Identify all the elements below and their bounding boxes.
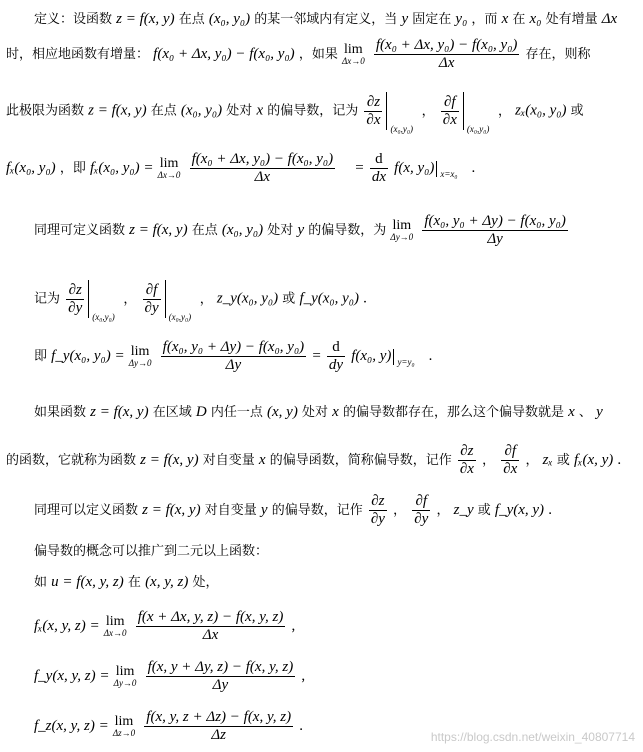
text: ，: [421, 103, 435, 119]
text: 的偏导函数，简称偏导数，记作: [269, 453, 452, 468]
numerator: f(x₀, y₀ + Δy) − f(x₀, y₀): [424, 213, 566, 229]
text: 或: [477, 503, 491, 518]
text: 如果函数: [34, 405, 87, 420]
numerator: f(x, y + Δy, z) − f(x, y, z): [147, 659, 294, 675]
definition-line-9: [6, 444, 621, 477]
point: (x₀, y₀): [180, 102, 223, 119]
point: (x₀, y₀): [208, 11, 251, 27]
denominator: Δy: [487, 231, 503, 247]
eval-at: (x₀,y₀): [466, 124, 490, 134]
fy-eq: f_y(x, y, z) =: [34, 668, 110, 684]
denominator: ∂y: [370, 511, 385, 527]
limit: [114, 665, 137, 688]
denominator: ∂x: [503, 461, 518, 477]
text: 对自变量: [204, 503, 257, 518]
function-expression: z = f(x, y): [116, 11, 175, 27]
fx-notation: fₓ(x₀, y₀): [6, 160, 56, 176]
eval-bar: [463, 92, 490, 134]
partial-fraction: [364, 95, 382, 128]
text: 在点: [191, 223, 218, 238]
lim-word: lim: [115, 664, 135, 679]
period: .: [617, 452, 622, 468]
text: 的偏导数都存在，那么这个偏导数就是: [342, 405, 564, 420]
lim-word: lim: [392, 218, 412, 233]
text: 偏导数的概念可以推广到二元以上函数：: [34, 544, 269, 559]
var-x: x: [332, 404, 339, 420]
text: ，如果: [298, 47, 338, 62]
fx-notation: fₓ(x, y): [574, 452, 614, 468]
text: 的函数，它就称为函数: [6, 453, 137, 468]
text: ，: [498, 103, 512, 119]
text: 处有增量: [545, 12, 598, 27]
fx-eq: fₓ(x, y, z) =: [34, 618, 100, 634]
numerator: ∂z: [364, 95, 382, 112]
eval-at: y=y₀: [397, 356, 415, 367]
text: ，: [436, 503, 450, 518]
eval-bar: [386, 92, 413, 134]
denominator: ∂x: [366, 111, 381, 128]
numerator: f(x₀ + Δx, y₀) − f(x₀, y₀): [375, 37, 518, 53]
var-x: x: [256, 102, 264, 119]
comma: ,: [291, 618, 296, 634]
lim-sub: Δy→0: [128, 358, 152, 368]
numerator: ∂f: [441, 95, 459, 112]
function-expression: z = f(x, y): [140, 452, 199, 468]
period: .: [471, 160, 476, 176]
text: 在点: [150, 103, 177, 119]
numerator: ∂f: [412, 494, 430, 511]
numerator: ∂f: [501, 444, 519, 461]
equals: =: [312, 348, 321, 364]
denominator: ∂x: [459, 461, 474, 477]
denominator: Δx: [202, 627, 219, 643]
denominator: ∂y: [414, 511, 429, 527]
denominator: ∂y: [144, 299, 159, 316]
zy-notation: z_y(x₀, y₀): [216, 290, 279, 307]
definition-line-7: [34, 340, 432, 373]
function-expression: u = f(x, y, z): [51, 574, 124, 590]
text: 、: [578, 405, 592, 420]
text: ，: [393, 503, 407, 518]
var-x: x: [501, 11, 509, 27]
zy-notation: z_y: [453, 502, 474, 518]
fraction: [136, 610, 286, 643]
text: 如: [34, 575, 48, 590]
limit: [129, 345, 152, 368]
text: 的偏导数，为: [308, 223, 387, 238]
equals: =: [355, 160, 364, 176]
lim-sub: Δy→0: [390, 232, 414, 242]
numerator: ∂f: [143, 283, 161, 300]
definition-line-1: [34, 12, 617, 27]
text: 对自变量: [202, 453, 255, 468]
fraction: [190, 152, 336, 185]
denominator: Δx: [438, 55, 455, 71]
denominator: dx: [371, 169, 387, 185]
numerator: d: [370, 152, 388, 169]
partial-fraction: [66, 283, 84, 316]
text: 处对: [267, 223, 294, 238]
partial-fraction: [441, 95, 459, 128]
function-expression: z = f(x, y): [90, 404, 149, 420]
definition-line-6: [34, 280, 367, 322]
var-y: y: [260, 502, 268, 518]
limit: [113, 715, 135, 738]
text: 或: [556, 453, 570, 468]
partial-fraction: [412, 494, 430, 527]
lim-word: lim: [105, 614, 125, 629]
fx-eq: fₓ(x₀, y₀) =: [89, 160, 154, 176]
text: 处对: [226, 103, 253, 119]
point-xyz: (x, y, z): [145, 574, 189, 590]
numerator: f(x₀, y₀ + Δy) − f(x₀, y₀): [162, 339, 305, 355]
point-xy: (x, y): [267, 404, 298, 420]
text: 的某一邻域内有定义，当: [254, 12, 398, 27]
partial-fraction: [143, 283, 161, 316]
lim-word: lim: [114, 714, 134, 729]
limit: [104, 615, 127, 638]
period: .: [363, 290, 367, 307]
definition-line-12: [34, 575, 219, 590]
definition-line-3: [6, 92, 584, 134]
formula-fx: [34, 610, 295, 643]
delta-x: Δx: [601, 11, 618, 27]
var-x: x: [258, 452, 266, 468]
lim-word: lim: [344, 42, 363, 57]
text: 的偏导数，记为: [267, 103, 359, 119]
text: 固定在: [412, 12, 452, 27]
eval-bar: [436, 161, 458, 179]
eval-bar: [165, 280, 192, 322]
d-fraction: [327, 340, 345, 373]
fraction: [374, 38, 520, 71]
fy-eq: f_y(x₀, y₀) =: [51, 348, 125, 364]
lim-word: lim: [159, 156, 179, 171]
var-x0: x₀: [529, 11, 542, 27]
increment-expression: f(x₀ + Δx, y₀) − f(x₀, y₀): [153, 46, 295, 62]
text: 在: [512, 12, 526, 27]
text: 此极限为函数: [6, 103, 85, 119]
numerator: f(x + Δx, y, z) − f(x, y, z): [137, 609, 284, 625]
definition-line-8: [34, 405, 603, 420]
partial-fraction: [458, 444, 476, 477]
definition-line-4: [6, 152, 475, 185]
numerator: ∂z: [369, 494, 387, 511]
text: 记为: [34, 291, 61, 307]
definition-line-5: [34, 214, 570, 247]
text: 处，: [192, 575, 219, 590]
eval-bar: [88, 280, 115, 322]
var-y: y: [401, 11, 409, 27]
function: f(x₀, y): [351, 348, 392, 364]
function-expression: z = f(x, y): [129, 222, 188, 238]
denominator: Δz: [211, 727, 227, 743]
limit: [158, 157, 181, 180]
text: 即: [34, 349, 48, 364]
eval-bar: [393, 349, 415, 367]
zx-notation: zₓ: [542, 452, 553, 468]
denominator: dy: [328, 357, 344, 373]
d-fraction: [370, 152, 388, 185]
var-x: x: [568, 404, 575, 420]
formula-fy: [34, 660, 305, 693]
comma: ,: [301, 668, 306, 684]
lim-sub: Δx→0: [341, 56, 365, 66]
text: 同理可定义函数: [34, 223, 126, 238]
fz-eq: f_z(x, y, z) =: [34, 718, 109, 734]
limit: [342, 43, 365, 66]
point: (x₀, y₀): [221, 222, 264, 238]
text: 定义：设函数: [34, 12, 113, 27]
fraction: [422, 214, 568, 247]
eval-at: (x₀,y₀): [168, 312, 192, 322]
denominator: ∂x: [442, 111, 457, 128]
text: 处对: [301, 405, 328, 420]
lim-sub: Δx→0: [157, 170, 181, 180]
region-D: D: [195, 404, 207, 420]
fy-notation: f_y(x, y): [494, 502, 545, 518]
function-expression: z = f(x, y): [88, 102, 147, 119]
fraction: [146, 660, 296, 693]
text: ，: [482, 453, 496, 468]
lim-sub: Δz→0: [112, 728, 136, 738]
numerator: f(x, y, z + Δz) − f(x, y, z): [146, 709, 292, 725]
numerator: ∂z: [458, 444, 476, 461]
var-y: y: [297, 222, 305, 238]
text: ，即: [59, 161, 86, 176]
fraction: [161, 340, 307, 373]
eval-at: (x₀,y₀): [92, 312, 115, 322]
text: 在区域: [152, 405, 192, 420]
zx-notation: zₓ(x₀, y₀): [515, 102, 567, 119]
var-y0: y₀: [455, 11, 468, 27]
numerator: f(x₀ + Δx, y₀) − f(x₀, y₀): [191, 151, 334, 167]
text: 在: [127, 575, 141, 590]
denominator: Δy: [212, 677, 229, 693]
text: ，: [199, 291, 213, 307]
text: 或: [282, 291, 296, 307]
formula-fz: [34, 710, 303, 743]
limit: [390, 219, 413, 242]
eval-at: x=x₀: [440, 168, 458, 179]
lim-word: lim: [130, 344, 150, 359]
text: 存在，则称: [525, 47, 591, 62]
text: 的偏导数，记作: [271, 503, 363, 518]
eval-at: (x₀,y₀): [390, 124, 413, 134]
numerator: ∂z: [66, 283, 84, 300]
text: 内任一点: [210, 405, 263, 420]
function-expression: z = f(x, y): [142, 502, 201, 518]
function: f(x, y₀): [394, 160, 435, 176]
text: 或: [570, 103, 584, 119]
text: 在点: [178, 12, 205, 27]
lim-sub: Δx→0: [103, 628, 127, 638]
definition-line-11: [34, 545, 268, 558]
watermark-url: https://blog.csdn.net/weixin_40807714: [430, 730, 635, 744]
definition-line-10: [34, 494, 552, 527]
partial-fraction: [501, 444, 519, 477]
denominator: ∂y: [68, 299, 83, 316]
fraction: [144, 710, 293, 743]
denominator: Δx: [254, 169, 271, 185]
denominator: Δy: [225, 357, 242, 373]
text: ，: [525, 453, 539, 468]
var-y: y: [596, 404, 603, 420]
period: .: [548, 502, 552, 518]
text: ，而: [471, 12, 498, 27]
lim-sub: Δy→0: [113, 678, 137, 688]
period: .: [299, 718, 304, 734]
period: .: [428, 348, 433, 364]
partial-fraction: [369, 494, 387, 527]
text: 同理可以定义函数: [34, 503, 139, 518]
text: ，: [123, 291, 137, 307]
text: 时，相应地函数有增量：: [6, 47, 150, 62]
numerator: d: [327, 340, 345, 357]
fy-notation: f_y(x₀, y₀): [299, 290, 359, 307]
definition-line-2: [6, 38, 591, 71]
